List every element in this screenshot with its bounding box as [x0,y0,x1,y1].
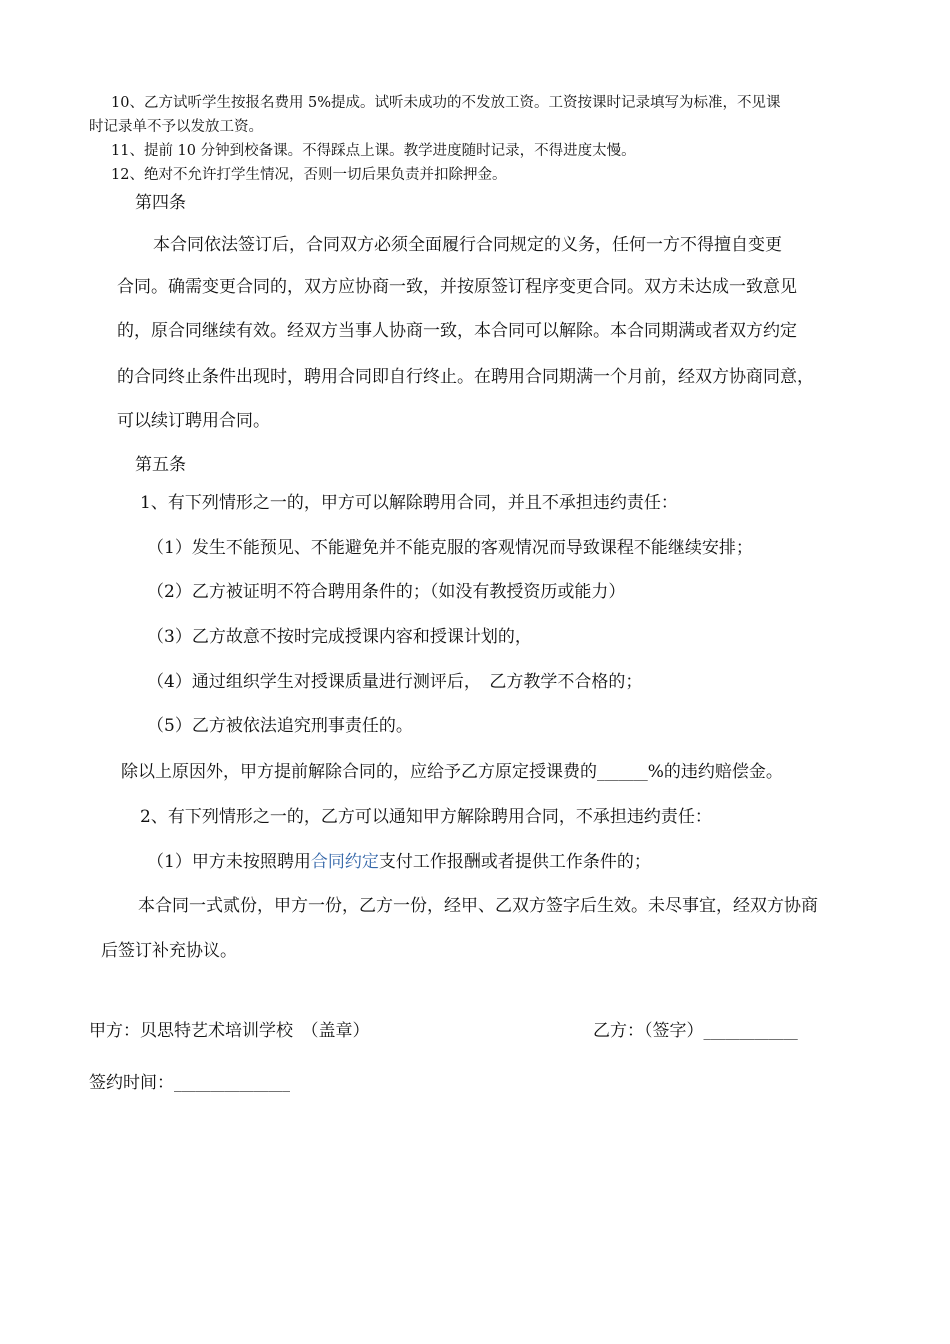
article-5-sub-item: （1）发生不能预见、不能避免并不能克服的客观情况而导致课程不能继续安排； [147,538,753,558]
article-5-sub-item: （2）乙方被证明不符合聘用条件的；（如没有教授资历或能力） [147,582,626,602]
clause-10-line-2: 时记录单不予以发放工资。 [89,119,263,135]
contract-terms-link[interactable]: 合同约定 [310,852,379,872]
article-5-heading: 第五条 [135,455,186,475]
article-5-sub-item: （4）通过组织学生对授课质量进行测评后， 乙方教学不合格的； [147,672,643,692]
article-5-item-2: 2、有下列情形之一的，乙方可以通知甲方解除聘用合同，不承担违约责任： [140,807,712,827]
article-5-item-1: 1、有下列情形之一的，甲方可以解除聘用合同，并且不承担违约责任： [140,493,678,513]
signing-date [89,1068,290,1093]
clause-10-line-1: 10、乙方试听学生按报名费用 5%提成。试听未成功的不发放工资。工资按课时记录填写为标准，不见课 [111,95,781,111]
article-4-line: 的，原合同继续有效。经双方当事人协商一致，本合同可以解除。本合同期满或者双方约定 [117,321,797,341]
article-5-sub-item: （5）乙方被依法追究刑事责任的。 [147,716,413,736]
clause-11: 11、提前 10 分钟到校备课。不得踩点上课。教学进度随时记录，不得进度太慢。 [111,143,636,159]
article-5-sub-item: （3）乙方故意不按时完成授课内容和授课计划的， [147,627,532,647]
article-5-item-2-sub [147,847,651,872]
party-a-signature: 甲方：贝思特艺术培训学校 （盖章） [89,1021,370,1041]
party-b-blank: _____________ [703,1024,798,1040]
penalty-clause [121,757,783,782]
signing-date-label: 签约时间： [89,1073,174,1093]
party-b-signature [593,1016,798,1041]
signing-date-blank: ________________ [174,1076,290,1092]
penalty-text-after: %的违约赔偿金。 [647,762,783,782]
article-4-line: 可以续订聘用合同。 [117,411,270,431]
article-4-line: 合同。确需变更合同的，双方应协商一致，并按原签订程序变更合同。双方未达成一致意见 [117,277,797,297]
article-4-heading: 第四条 [135,193,186,213]
item2-sub-before: （1）甲方未按照聘用 [147,852,311,872]
item2-sub-after: 支付工作报酬或者提供工作条件的； [378,852,651,872]
clause-12: 12、绝对不允许打学生情况，否则一切后果负责并扣除押金。 [111,167,507,183]
closing-line-1: 本合同一式贰份，甲方一份，乙方一份，经甲、乙双方签字后生效。未尽事宜，经双方协商 [138,896,818,916]
party-b-label: 乙方：（签字） [593,1021,704,1041]
penalty-text-before: 除以上原因外，甲方提前解除合同的，应给予乙方原定授课费的 [121,762,597,782]
closing-line-2: 后签订补充协议。 [101,941,237,961]
article-4-line: 的合同终止条件出现时，聘用合同即自行终止。在聘用合同期满一个月前，经双方协商同意， [117,367,814,387]
article-4-line: 本合同依法签订后，合同双方必须全面履行合同规定的义务，任何一方不得擅自变更 [153,235,782,255]
penalty-blank: _______ [597,765,648,781]
